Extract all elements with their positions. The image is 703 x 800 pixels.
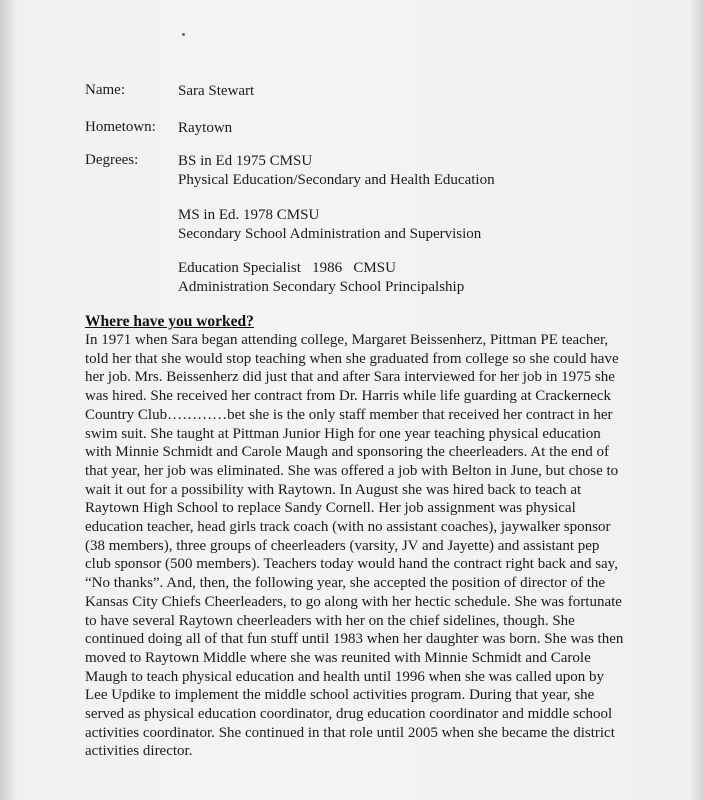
paragraph-line: to have several Raytown cheerleaders with her on the chief sidelines, though. She: [85, 612, 575, 629]
paragraph-line: her job. Mrs. Beissenherz did just that and after Sara interviewed for her job in 1975 she: [85, 369, 615, 386]
paragraph-line: that year, her job was eliminated. She was offered a job with Belton in June, but chose to: [85, 462, 619, 479]
degree-title: Education Specialist 1986 CMSU: [178, 260, 396, 276]
name-value: Sara Stewart: [178, 83, 255, 99]
degree-entry: [178, 206, 481, 244]
work-history-paragraph: [85, 331, 645, 761]
paragraph-line: activities coordinator. She continued in that role until 2005 when she became the district: [85, 724, 615, 741]
paragraph-line: continued doing all of that fun stuff until 1983 when her daughter was born. She was then: [85, 631, 624, 648]
paragraph-line: In 1971 when Sara began attending college, Margaret Beissenherz, Pittman PE teacher,: [85, 332, 609, 348]
hometown-label: Hometown:: [85, 119, 156, 135]
paragraph-line: swim suit. She taught at Pittman Junior High for one year teaching physical education: [85, 425, 601, 442]
paragraph-line: Country Club…………bet she is the only staff member that received her contract in her: [85, 406, 613, 423]
paragraph-line: Kansas City Chiefs Cheerleaders, to go along with her hectic schedule. She was fortunate: [85, 593, 622, 610]
paragraph-line: “No thanks”. And, then, the following year, she accepted the position of director of the: [85, 575, 606, 592]
degree-title: MS in Ed. 1978 CMSU: [178, 207, 320, 223]
hometown-value: Raytown: [178, 120, 233, 136]
paragraph-line: told her that she would stop teaching when she graduated from college so she could have: [85, 350, 619, 367]
page-edge-shadow-right: [689, 0, 703, 800]
paragraph-line: wait it out for a possibility with Raytown. In August she was hired back to teach at: [85, 481, 582, 498]
paper-speck: [182, 33, 185, 36]
degree-field: Physical Education/Secondary and Health Education: [178, 172, 495, 188]
paragraph-line: Maugh to teach physical education and health until 1996 when she was called upon by: [85, 668, 605, 685]
degree-field: Administration Secondary School Principalship: [178, 279, 465, 295]
paragraph-line: served as physical education coordinator, drug education coordinator and middle school: [85, 706, 613, 723]
paragraph-line: education teacher, head girls track coach (with no assistant coaches), jaywalker sponsor: [85, 519, 611, 536]
paragraph-line: activities director.: [85, 743, 193, 760]
paragraph-line: Lee Updike to implement the middle school activities program. During that year, she: [85, 687, 595, 704]
paragraph-line: moved to Raytown Middle where she was reunited with Minnie Schmidt and Carole: [85, 649, 591, 666]
degree-entry: [178, 152, 495, 190]
paragraph-line: Raytown High School to replace Sandy Cornell. Her job assignment was physical: [85, 500, 576, 517]
degree-title: BS in Ed 1975 CMSU: [178, 153, 313, 169]
degree-entry: [178, 259, 464, 297]
paragraph-line: club sponsor (500 members). Teachers today would hand the contract right back and say,: [85, 556, 618, 573]
name-label: Name:: [85, 82, 125, 98]
paragraph-line: with Minnie Schmidt and Carole Maugh and sponsoring the cheerleaders. At the end of: [85, 444, 610, 461]
degree-field: Secondary School Administration and Supervision: [178, 226, 482, 242]
degrees-label: Degrees:: [85, 152, 139, 168]
paragraph-line: (38 members), three groups of cheerleaders (varsity, JV and Jayette) and assistant pep: [85, 537, 600, 554]
paragraph-line: was hired. She received her contract from Dr. Harris while life guarding at Crackerneck: [85, 388, 612, 405]
page-edge-shadow-left: [0, 0, 18, 800]
section-heading: Where have you worked?: [85, 313, 254, 330]
